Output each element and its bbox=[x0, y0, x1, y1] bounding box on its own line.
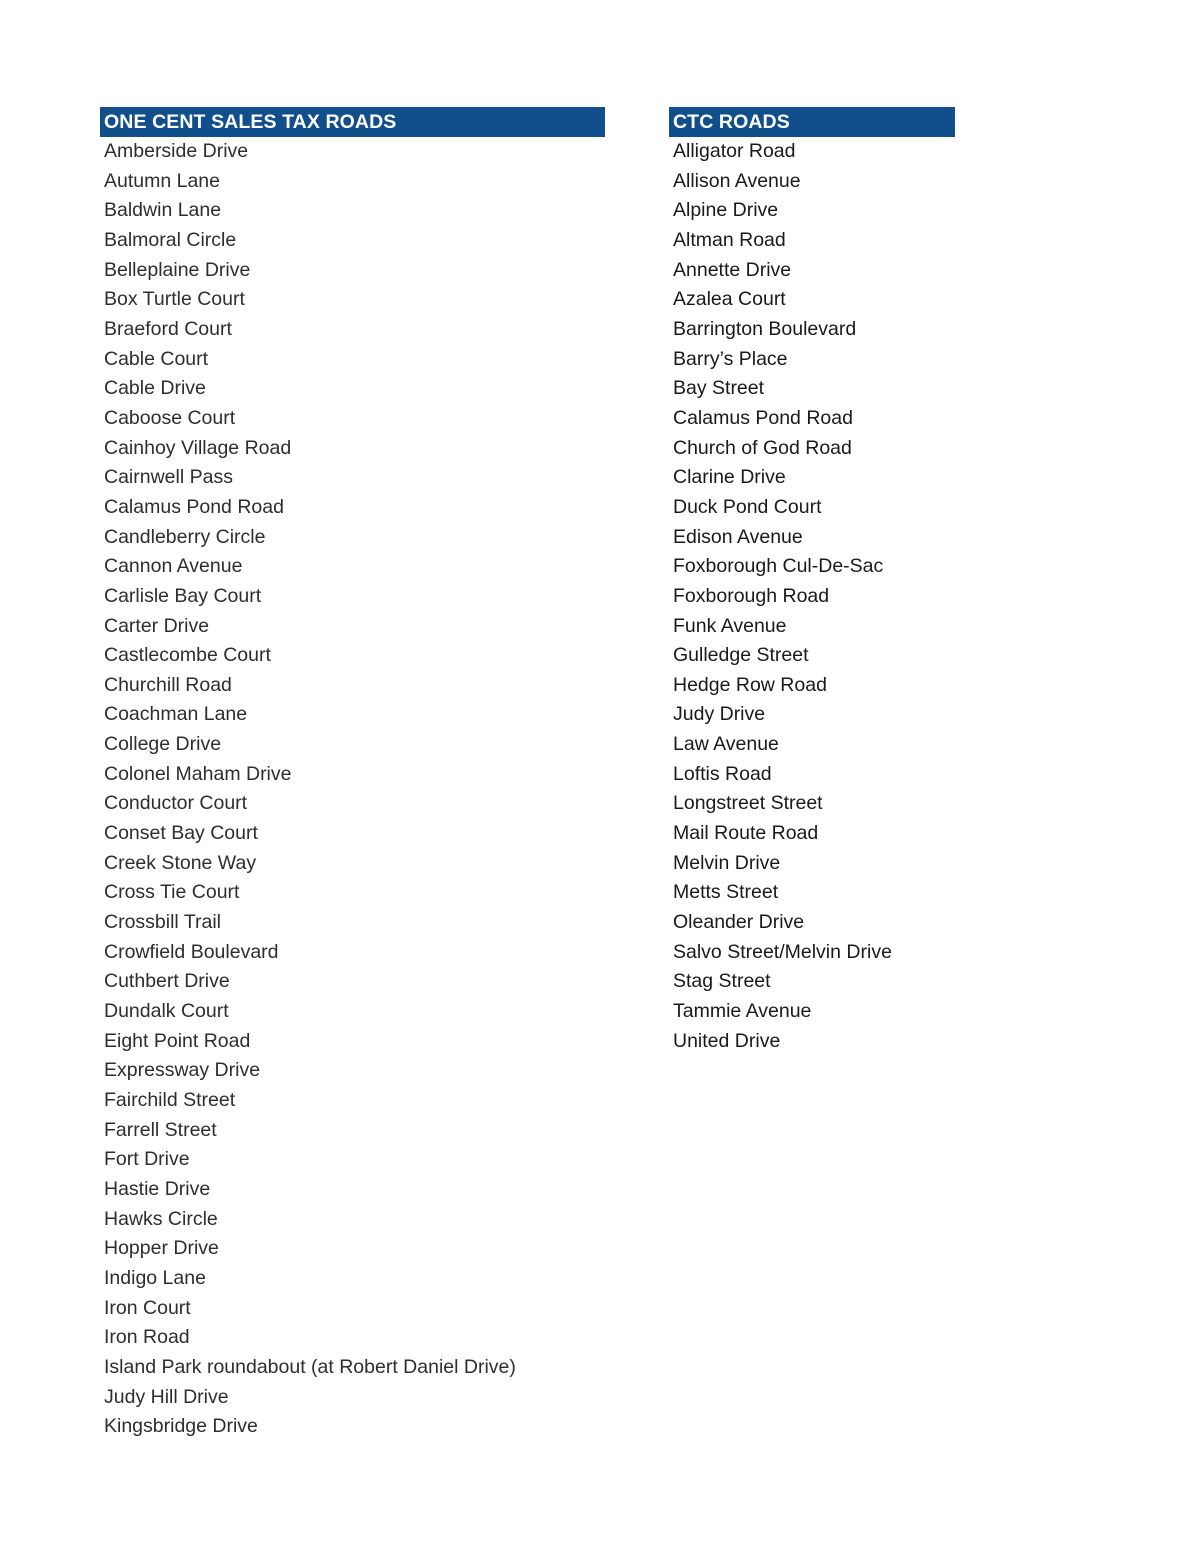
road-list-item: Indigo Lane bbox=[104, 1266, 206, 1289]
road-list-item: Cable Drive bbox=[104, 377, 206, 400]
road-list-item: Iron Road bbox=[104, 1326, 190, 1349]
road-list-item: Hedge Row Road bbox=[673, 673, 827, 696]
road-list-item: Allison Avenue bbox=[673, 169, 801, 192]
one-cent-sales-tax-roads-header: ONE CENT SALES TAX ROADS bbox=[100, 107, 605, 137]
road-list-item: Eight Point Road bbox=[104, 1029, 251, 1052]
ctc-roads-list bbox=[669, 137, 955, 1056]
road-list-item: Altman Road bbox=[673, 228, 786, 251]
road-list-item: Azalea Court bbox=[673, 288, 786, 311]
road-list-item: Judy Drive bbox=[673, 703, 766, 726]
road-list-item: Mail Route Road bbox=[673, 822, 819, 845]
road-list-item: Crowfield Boulevard bbox=[104, 940, 279, 963]
road-list-item: Calamus Pond Road bbox=[104, 495, 284, 518]
road-list-item: Hawks Circle bbox=[104, 1207, 218, 1230]
road-list-item: Conductor Court bbox=[104, 792, 248, 815]
road-list-item: Clarine Drive bbox=[673, 466, 786, 489]
road-list-item: Alligator Road bbox=[673, 140, 796, 162]
ctc-roads-section bbox=[669, 107, 955, 1056]
road-list-item: Loftis Road bbox=[673, 762, 772, 785]
road-list-item: Cainhoy Village Road bbox=[104, 436, 292, 459]
road-list-item: Dundalk Court bbox=[104, 1000, 229, 1023]
road-list-item: Castlecombe Court bbox=[104, 644, 271, 667]
road-list-item: Hopper Drive bbox=[104, 1237, 219, 1260]
road-list-item: Iron Court bbox=[104, 1296, 191, 1319]
road-list-item: College Drive bbox=[104, 733, 222, 756]
road-list-item: Annette Drive bbox=[673, 258, 792, 281]
road-list-item: Balmoral Circle bbox=[104, 228, 237, 251]
road-list-item: Braeford Court bbox=[104, 317, 232, 340]
road-list-item: Cairnwell Pass bbox=[104, 466, 233, 489]
road-list-item: Foxborough Road bbox=[673, 584, 830, 607]
road-list-item: Cross Tie Court bbox=[104, 881, 240, 904]
road-list-item: Bay Street bbox=[673, 377, 765, 400]
road-list-item: Island Park roundabout (at Robert Daniel Drive) bbox=[104, 1355, 516, 1378]
road-list-item: Alpine Drive bbox=[673, 199, 779, 222]
road-list-item: Colonel Maham Drive bbox=[104, 762, 292, 785]
road-list-item: Fairchild Street bbox=[104, 1089, 236, 1111]
road-list-item: Cable Court bbox=[104, 347, 209, 370]
road-list-item: Barrington Boulevard bbox=[673, 317, 857, 340]
road-list-item: Stag Street bbox=[673, 970, 771, 993]
road-list-item: Amberside Drive bbox=[104, 140, 249, 162]
road-list-item: Law Avenue bbox=[673, 733, 779, 756]
road-list-item: Farrell Street bbox=[104, 1118, 217, 1141]
road-list-item: Autumn Lane bbox=[104, 169, 221, 192]
road-list-item: Foxborough Cul-De-Sac bbox=[673, 555, 884, 578]
road-list-item: Expressway Drive bbox=[104, 1059, 261, 1082]
road-list-item: Melvin Drive bbox=[673, 851, 781, 874]
road-list-item: Conset Bay Court bbox=[104, 822, 258, 845]
road-list-item: Judy Hill Drive bbox=[104, 1385, 229, 1408]
road-list-item: Longstreet Street bbox=[673, 792, 823, 815]
road-list-item: Box Turtle Court bbox=[104, 288, 245, 311]
road-list-item: Calamus Pond Road bbox=[673, 406, 853, 429]
road-list-item: Belleplaine Drive bbox=[104, 258, 251, 281]
road-list-item: Coachman Lane bbox=[104, 703, 248, 726]
road-list-item: Caboose Court bbox=[104, 406, 236, 429]
road-list-item: Gulledge Street bbox=[673, 644, 809, 667]
road-list-item: Baldwin Lane bbox=[104, 199, 222, 222]
one-cent-sales-tax-roads-list bbox=[100, 137, 605, 1442]
road-list-item: Cuthbert Drive bbox=[104, 970, 230, 993]
road-list-item: Church of God Road bbox=[673, 436, 852, 459]
road-list-item: Crossbill Trail bbox=[104, 911, 222, 934]
road-list-item: United Drive bbox=[673, 1029, 781, 1052]
ctc-roads-header: CTC ROADS bbox=[669, 107, 955, 137]
road-list-item: Fort Drive bbox=[104, 1148, 190, 1171]
road-list-item: Candleberry Circle bbox=[104, 525, 266, 548]
road-list-item: Carter Drive bbox=[104, 614, 210, 637]
road-list-item: Duck Pond Court bbox=[673, 495, 822, 518]
one-cent-sales-tax-roads-section bbox=[100, 107, 605, 1442]
road-list-item: Metts Street bbox=[673, 881, 779, 904]
road-list-item: Edison Avenue bbox=[673, 525, 803, 548]
road-list-item: Funk Avenue bbox=[673, 614, 787, 637]
road-list-item: Carlisle Bay Court bbox=[104, 584, 262, 607]
road-list-item: Salvo Street/Melvin Drive bbox=[673, 940, 892, 963]
road-list-item: Barry’s Place bbox=[673, 347, 788, 370]
road-list-item: Hastie Drive bbox=[104, 1177, 211, 1200]
road-list-item: Oleander Drive bbox=[673, 911, 805, 934]
road-list-item: Kingsbridge Drive bbox=[104, 1415, 258, 1438]
road-list-item: Creek Stone Way bbox=[104, 851, 257, 874]
road-list-item: Churchill Road bbox=[104, 673, 232, 696]
road-list-item: Tammie Avenue bbox=[673, 1000, 812, 1023]
road-list-item: Cannon Avenue bbox=[104, 555, 243, 578]
